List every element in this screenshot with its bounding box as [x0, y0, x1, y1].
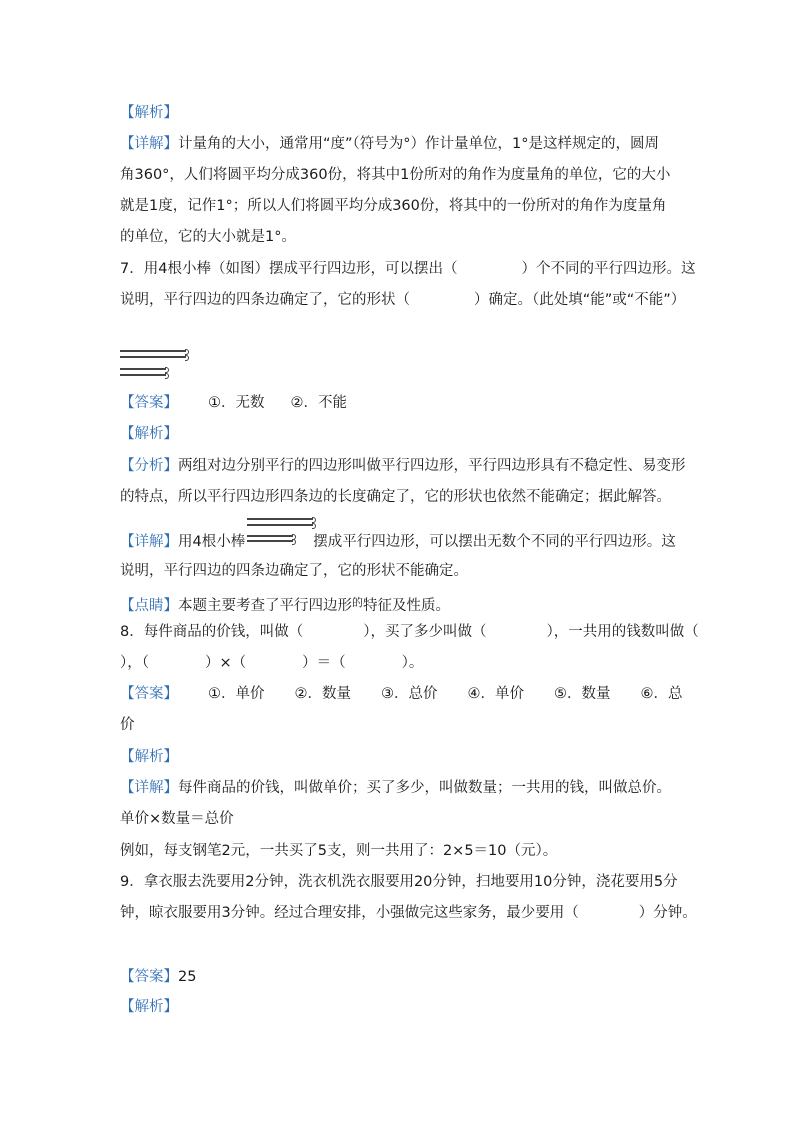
analysis-text: 的特点，所以平行四边形四条边的长度确定了，它的形状也依然不能确定；据此解答。: [120, 489, 671, 505]
answer-tag: 【答案】: [120, 969, 178, 985]
question-text: 钟，晾衣服要用3分钟。经过合理安排，小强做完这些家务，最少要用（: [120, 905, 579, 921]
question-text: ），买了多少叫做（: [363, 624, 487, 640]
answer-tag: 【答案】: [120, 686, 178, 702]
detail-text: 用4根小棒: [178, 534, 246, 550]
dianjing-line: [120, 593, 450, 616]
answer-4: ④．单价: [467, 686, 524, 702]
answer-1: ①．无数: [208, 395, 265, 411]
stick: [120, 356, 186, 358]
detail-text: 每件商品的价钱，叫做单价；买了多少，叫做数量；一共用的钱，叫做总价。: [178, 780, 671, 796]
analysis-tag: 【解析】: [120, 749, 178, 765]
analysis-line-1: [120, 456, 686, 476]
detail-line-2: [120, 165, 670, 185]
detail-text: 摆成平行四边形，可以摆出无数个不同的平行四边形。这: [313, 534, 676, 550]
question-9-line-2: [120, 903, 697, 923]
detail-line-4: [120, 227, 296, 247]
stick: [247, 524, 313, 526]
question-8-line-2: [120, 653, 423, 673]
analysis-heading: [120, 103, 178, 123]
question-text: 9．拿衣服去洗要用2分钟，洗衣机洗衣服要用20分钟，扫地要用10分钟，浇花要用5分: [120, 874, 678, 890]
analysis-text: 两组对边分别平行的四边形叫做平行四边形，平行四边形具有不稳定性、易变形: [178, 458, 686, 474]
formula-text: 单价×数量＝总价: [120, 811, 234, 827]
detail-line-1: [120, 134, 659, 154]
detail-line-8: [120, 778, 671, 798]
detail-text: 计量角的大小，通常用“度”（符号为°）作计量单位，1°是这样规定的，圆周: [178, 136, 659, 152]
analysis-heading: [120, 747, 178, 767]
detail-text: 的单位，它的大小就是1°。: [120, 229, 296, 245]
answer-line-8: [120, 684, 683, 704]
answer-2: ②．不能: [290, 395, 347, 411]
detail-line-3: [120, 196, 666, 216]
detail-text: 说明，平行四边的四条边确定了，它的形状不能确定。: [120, 563, 468, 579]
detail-line-7a: [120, 532, 676, 552]
question-text: ），（: [120, 655, 149, 671]
detail-text: 就是1度，记作1°；所以人们将圆平均分成360份，将其中的一份所对的角作为度量角: [120, 198, 667, 214]
answer-line-9: [120, 967, 196, 987]
answer-wrap-8: [120, 715, 135, 735]
analysis-line-2: [120, 487, 671, 507]
analysis-heading: [120, 424, 178, 444]
example-text: 例如，每支钢笔2元，一共买了5支，则一共用了：2×5＝10（元）。: [120, 843, 558, 859]
answer-tag: 【答案】: [120, 395, 178, 411]
dianjing-text: 特征及性质。: [363, 598, 450, 614]
question-text: ）。: [401, 655, 424, 671]
answer-line-7: [120, 393, 347, 413]
example-line: [120, 841, 557, 861]
question-text: ）分钟。: [638, 905, 697, 921]
formula-line: [120, 809, 234, 829]
stick: [120, 374, 166, 376]
analysis-tag: 【解析】: [120, 426, 178, 442]
question-7-line-1: [120, 259, 695, 279]
detail-tag: 【详解】: [120, 136, 178, 152]
dianjing-tag: 【点睛】: [120, 598, 178, 614]
question-9-line-1: [120, 872, 678, 892]
answer-wrap: 价: [120, 717, 135, 733]
analysis-tag: 【解析】: [120, 105, 178, 121]
dianjing-text: 本题主要考查了平行四边形: [178, 598, 352, 614]
stick: [120, 368, 166, 370]
question-text: 8．每件商品的价钱，叫做（: [120, 624, 304, 640]
question-text: ）确定。（此处填“能”或“不能”）: [474, 292, 686, 308]
answer-2: ②．数量: [294, 686, 351, 702]
stick: [120, 350, 186, 352]
answer-3: ③．总价: [381, 686, 438, 702]
question-text: ），一共用的钱数叫做（: [546, 624, 699, 640]
detail-tag: 【详解】: [120, 780, 178, 796]
fenxi-tag: 【分析】: [120, 458, 178, 474]
analysis-tag: 【解析】: [120, 999, 178, 1015]
question-text: ）个不同的平行四边形。这: [521, 261, 696, 277]
answer-5: ⑤．数量: [554, 686, 611, 702]
question-text: ）×（: [205, 655, 247, 671]
detail-line-7b: [120, 561, 468, 581]
answer-6: ⑥．总: [640, 686, 683, 702]
answer-value: 25: [178, 969, 197, 985]
detail-tag: 【详解】: [120, 534, 178, 550]
question-text: 说明，平行四边的四条边确定了，它的形状（: [120, 292, 410, 308]
answer-1: ①．单价: [208, 686, 265, 702]
question-text: 7．用4根小棒（如图）摆成平行四边形，可以摆出（: [120, 261, 458, 277]
question-text: ）＝（: [302, 655, 346, 671]
four-sticks-figure: [120, 350, 190, 380]
question-8-line-1: [120, 622, 699, 642]
question-7-line-2: [120, 290, 685, 310]
stick: [247, 518, 313, 520]
analysis-heading: [120, 997, 178, 1017]
detail-text: 角360°，人们将圆平均分成360份，将其中1份所对的角作为度量角的单位，它的大小: [120, 167, 671, 183]
dianjing-sup: 的: [352, 596, 363, 609]
